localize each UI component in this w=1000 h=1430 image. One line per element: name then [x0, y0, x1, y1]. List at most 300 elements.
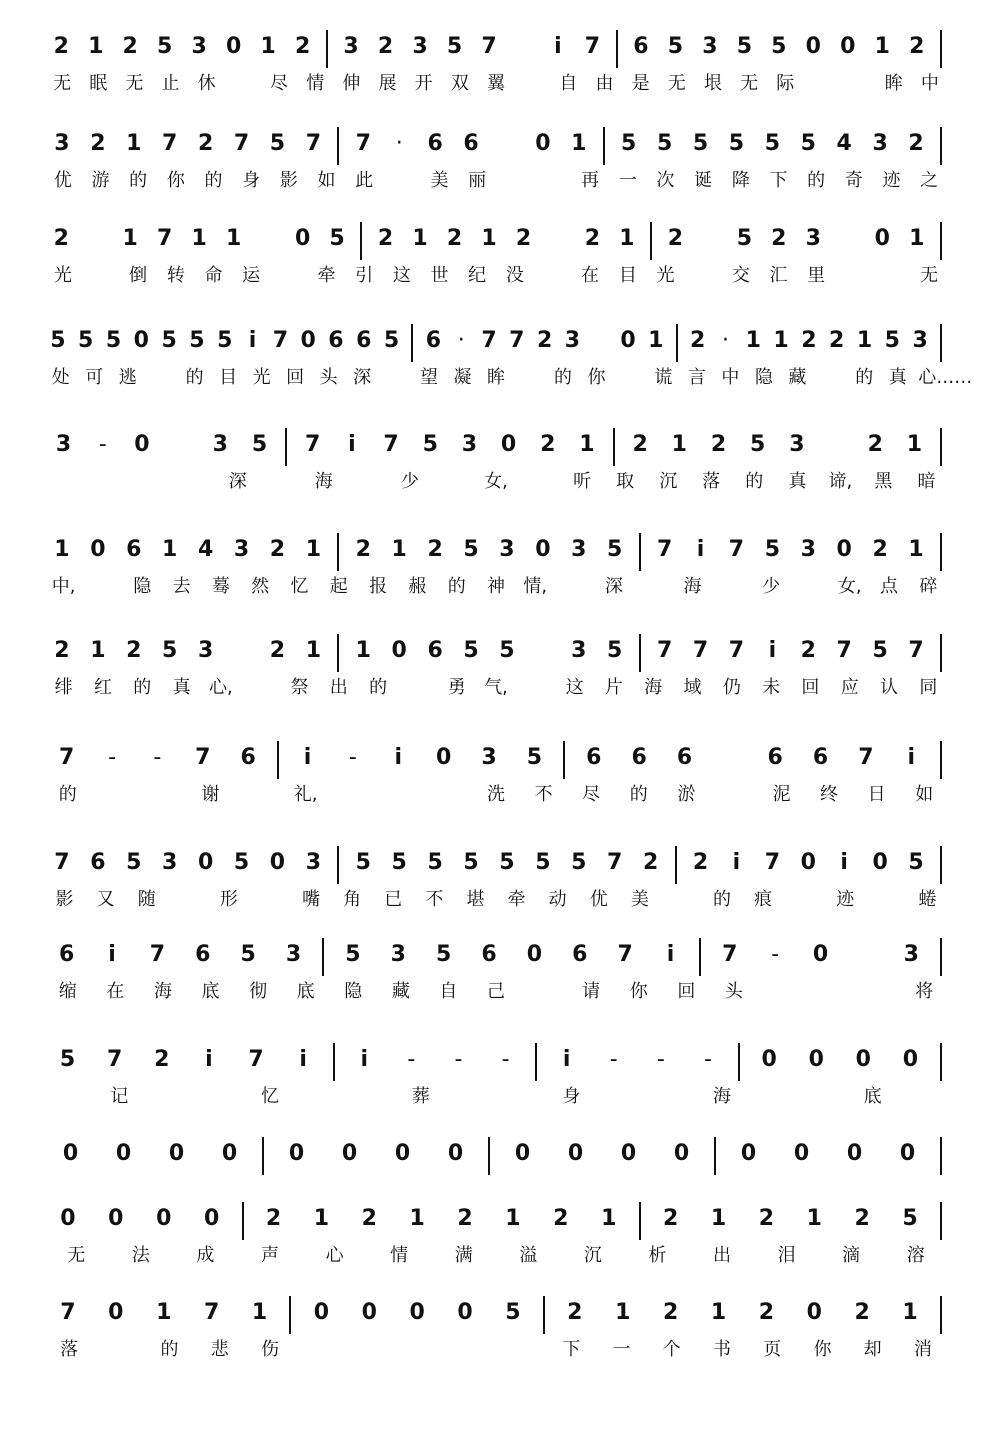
lyric-syllable: 谢 [201, 784, 220, 805]
note-digit: 2 [553, 1206, 569, 1231]
lyric-syllable: 无 [920, 265, 939, 286]
lyric-syllable: 洗 [487, 784, 505, 805]
note-digit: 6 [126, 537, 142, 562]
note-digit: 0 [409, 1300, 425, 1325]
note-digit: 2 [53, 226, 69, 251]
lyric-syllable: 中, [51, 576, 76, 597]
note-digit: 7 [617, 942, 633, 967]
note-digit: 5 [526, 745, 543, 770]
note-digit: 2 [54, 638, 70, 663]
lyric-syllable: 心 [325, 1245, 344, 1266]
barline [940, 634, 942, 672]
note-digit: 5 [157, 34, 173, 59]
lyric-syllable: 这 [392, 265, 411, 286]
note-digit: 2 [126, 638, 142, 663]
note-digit: 2 [269, 537, 286, 562]
note-digit: 5 [50, 328, 66, 353]
lyric-syllable: 休 [197, 73, 216, 94]
barline [337, 533, 339, 571]
note-digit: 5 [463, 850, 479, 875]
lyric-syllable: 落 [60, 1339, 79, 1360]
lyric-syllable: 凝 [453, 367, 472, 388]
lyric-row-11 [0, 1085, 1000, 1115]
lyric-syllable: 起 [329, 576, 348, 597]
lyric-syllable: 转 [166, 265, 185, 286]
note-digit: 6 [631, 745, 647, 770]
note-digit: 5 [427, 850, 443, 875]
note-digit: 5 [345, 942, 361, 967]
lyric-syllable: 女, [837, 576, 862, 597]
lyric-syllable: 深 [353, 367, 372, 388]
barline [940, 741, 942, 779]
note-digit: 0 [313, 1300, 330, 1325]
lyric-syllable: 世 [430, 265, 449, 286]
note-digit: 5 [872, 638, 888, 663]
note-digit: 3 [481, 745, 497, 770]
note-digit: 0 [567, 1141, 584, 1166]
lyric-syllable: 在 [106, 981, 125, 1002]
barline [262, 1137, 264, 1175]
note-digit: 7 [481, 34, 497, 59]
note-digit: 7 [607, 850, 623, 875]
lyric-syllable: 记 [110, 1086, 129, 1107]
note-digit: 1 [909, 226, 925, 251]
note-digit: 6 [427, 131, 443, 156]
lyric-syllable: 如 [317, 170, 336, 191]
note-digit: 0 [203, 1206, 220, 1231]
lyric-syllable: 眸 [487, 367, 505, 388]
lyric-syllable: 牵 [317, 265, 336, 286]
lyric-syllable: 的 [447, 576, 466, 597]
note-digit: 1 [579, 432, 595, 457]
lyric-syllable: 沉 [659, 471, 678, 492]
lyric-syllable: 没 [505, 265, 524, 286]
note-digit: 5 [607, 638, 623, 663]
lyric-syllable: 己 [487, 981, 505, 1002]
lyric-syllable: 溢 [519, 1245, 538, 1266]
lyric-syllable: 优 [53, 170, 72, 191]
note-digit: 0 [761, 1047, 777, 1072]
note-digit: 7 [728, 537, 745, 562]
lyric-syllable: 赧 [408, 576, 427, 597]
note-digit: 0 [740, 1141, 757, 1166]
note-digit: 1 [355, 638, 371, 663]
note-digit: i [768, 638, 777, 663]
barline [675, 846, 677, 884]
barline [563, 741, 565, 779]
lyric-syllable: 真 [172, 677, 191, 698]
note-digit: 6 [425, 328, 442, 353]
barline [242, 1202, 244, 1240]
note-digit: 0 [133, 328, 149, 353]
score-system-7 [0, 634, 1000, 714]
note-digit: 5 [750, 432, 766, 457]
lyric-syllable: 嘴 [302, 889, 321, 910]
note-digit: 2 [908, 131, 924, 156]
note-digit: 1 [710, 1300, 727, 1325]
lyric-syllable: 的 [160, 1339, 179, 1360]
note-digit: 1 [745, 328, 761, 353]
note-digit: 7 [836, 638, 852, 663]
note-digit: 0 [134, 432, 150, 457]
note-digit: 1 [615, 1300, 631, 1325]
lyric-syllable: 少 [762, 576, 781, 597]
lyric-syllable: 处 [51, 367, 70, 388]
lyric-syllable: 的 [204, 170, 223, 191]
score-system-2 [0, 127, 1000, 207]
note-digit: i [303, 745, 312, 770]
note-row-12 [0, 1137, 1000, 1177]
note-digit: 5 [571, 850, 587, 875]
lyric-syllable: 形 [219, 889, 238, 910]
note-digit: 0 [394, 1141, 411, 1166]
lyric-syllable: 泥 [772, 784, 791, 805]
lyric-syllable: 望 [420, 367, 439, 388]
note-digit: 2 [872, 537, 888, 562]
note-digit: 7 [764, 850, 781, 875]
note-digit: 5 [728, 131, 745, 156]
lyric-syllable: 的 [369, 677, 388, 698]
lyric-syllable: 海 [314, 471, 333, 492]
note-digit: 7 [584, 34, 601, 59]
lyric-syllable: 伤 [261, 1339, 279, 1360]
note-digit: i [732, 850, 741, 875]
note-digit: 1 [908, 537, 924, 562]
barline [699, 938, 701, 976]
note-digit: 3 [800, 537, 816, 562]
note-digit: 7 [107, 1047, 123, 1072]
note-digit: 5 [189, 328, 205, 353]
note-digit: 1 [191, 226, 207, 251]
lyric-syllable: 同 [919, 677, 938, 698]
note-digit: 3 [912, 328, 928, 353]
lyric-syllable: 中 [920, 73, 939, 94]
lyric-syllable: 然 [251, 576, 270, 597]
lyric-syllable: 眸 [884, 73, 903, 94]
lyric-syllable: 神 [487, 576, 505, 597]
note-digit: 5 [656, 131, 673, 156]
lyric-syllable: 游 [91, 170, 110, 191]
note-digit: 6 [463, 131, 479, 156]
lyric-row-3 [0, 264, 1000, 294]
note-digit: 2 [355, 537, 371, 562]
note-digit: 0 [800, 850, 816, 875]
note-digit: 2 [801, 328, 817, 353]
lyric-syllable: 日 [867, 784, 886, 805]
lyric-syllable: 迹 [836, 889, 855, 910]
lyric-syllable: 少 [400, 471, 419, 492]
lyric-syllable: 海 [153, 981, 172, 1002]
lyric-syllable: 回 [677, 981, 696, 1002]
barline [940, 222, 942, 260]
lyric-syllable: 不 [534, 784, 553, 805]
lyric-syllable: 由 [595, 73, 614, 94]
note-digit: 0 [500, 432, 517, 457]
note-digit: 2 [377, 34, 394, 59]
note-digit: 5 [463, 638, 479, 663]
lyric-syllable: 际 [776, 73, 795, 94]
dot-mark: · [395, 131, 403, 156]
lyric-syllable: 未 [762, 677, 781, 698]
note-digit: 5 [908, 850, 924, 875]
note-digit: 1 [162, 537, 178, 562]
note-digit: 0 [902, 1047, 919, 1072]
note-digit: i [108, 942, 116, 967]
lyric-syllable: 勇 [447, 677, 466, 698]
note-digit: 6 [481, 942, 497, 967]
note-digit: 5 [692, 131, 709, 156]
note-digit: 3 [54, 131, 70, 156]
lyric-syllable: 的 [629, 784, 648, 805]
note-digit: 1 [88, 34, 104, 59]
note-digit: 3 [55, 432, 72, 457]
lyric-syllable: 的 [855, 367, 874, 388]
lyric-syllable: 终 [820, 784, 839, 805]
barline [940, 846, 942, 884]
lyric-syllable: 是 [631, 73, 650, 94]
note-digit: 0 [60, 1206, 76, 1231]
lyric-syllable: 美 [630, 889, 649, 910]
barline [289, 1296, 291, 1334]
note-digit: 5 [621, 131, 637, 156]
note-digit: 5 [59, 1047, 76, 1072]
note-digit: 2 [427, 537, 443, 562]
lyric-syllable: 迹 [882, 170, 901, 191]
extension-dash: - [501, 1047, 510, 1072]
note-digit: 6 [633, 34, 649, 59]
note-row-2 [0, 127, 1000, 167]
note-digit: 2 [584, 226, 601, 251]
note-digit: 2 [265, 1206, 282, 1231]
lyric-syllable: 蓦 [211, 576, 230, 597]
note-digit: 1 [773, 328, 789, 353]
lyric-syllable: 出 [713, 1245, 731, 1266]
note-digit: i [299, 1047, 307, 1072]
note-digit: 7 [162, 131, 178, 156]
extension-dash: - [98, 432, 107, 457]
note-digit: 2 [689, 328, 706, 353]
lyric-syllable: 展 [378, 73, 397, 94]
note-digit: 2 [361, 1206, 377, 1231]
note-digit: 2 [632, 432, 648, 457]
note-digit: 3 [343, 34, 359, 59]
note-digit: 6 [59, 942, 75, 967]
note-digit: 1 [305, 638, 322, 663]
note-row-11 [0, 1043, 1000, 1083]
extension-dash: - [153, 745, 162, 770]
note-digit: 2 [662, 1206, 679, 1231]
note-digit: 2 [758, 1206, 775, 1231]
lyric-syllable: 成 [196, 1245, 215, 1266]
note-digit: 2 [854, 1300, 870, 1325]
note-digit: 5 [505, 1300, 521, 1325]
note-digit: 6 [90, 850, 106, 875]
note-digit: 3 [233, 537, 250, 562]
lyric-syllable: 的 [129, 170, 148, 191]
note-digit: 7 [305, 432, 321, 457]
note-digit: 1 [225, 226, 242, 251]
lyric-syllable: 溶 [906, 1245, 925, 1266]
extension-dash: - [771, 942, 780, 967]
lyric-syllable: 真 [788, 471, 807, 492]
note-digit: 7 [908, 638, 924, 663]
lyric-syllable: 优 [589, 889, 608, 910]
score-system-13 [0, 1202, 1000, 1282]
lyric-syllable: 影 [279, 170, 298, 191]
note-digit: 3 [499, 537, 515, 562]
note-digit: 5 [884, 328, 900, 353]
lyric-syllable: 滴 [842, 1245, 861, 1266]
barline [940, 1296, 942, 1334]
note-digit: 5 [902, 1206, 918, 1231]
lyric-syllable: 你 [587, 367, 606, 388]
note-digit: 7 [233, 131, 250, 156]
note-digit: 2 [800, 638, 816, 663]
lyric-syllable: 尽 [582, 784, 601, 805]
lyric-syllable: 片 [604, 677, 623, 698]
barline [940, 30, 942, 68]
lyric-syllable: 逃 [118, 367, 137, 388]
note-digit: 3 [162, 850, 178, 875]
lyric-syllable: 尽 [270, 73, 289, 94]
score-system-10 [0, 938, 1000, 1018]
note-digit: 5 [499, 850, 515, 875]
note-row-9 [0, 846, 1000, 886]
note-digit: 2 [515, 226, 532, 251]
lyric-syllable: 不 [425, 889, 444, 910]
note-digit: i [205, 1047, 213, 1072]
barline [940, 324, 942, 362]
note-digit: 2 [642, 850, 659, 875]
note-digit: 1 [571, 131, 587, 156]
barline [639, 533, 641, 571]
lyric-syllable: 气, [484, 677, 508, 698]
barline [613, 428, 615, 466]
lyric-syllable: 应 [840, 677, 859, 698]
lyric-syllable: 蜷 [918, 889, 937, 910]
note-digit: i [840, 850, 848, 875]
lyric-syllable: 消 [913, 1339, 932, 1360]
note-digit: 5 [329, 226, 345, 251]
note-digit: 2 [53, 34, 69, 59]
note-digit: 3 [789, 432, 805, 457]
note-digit: 5 [217, 328, 233, 353]
lyric-syllable: 无 [67, 1245, 86, 1266]
note-digit: 3 [390, 942, 406, 967]
lyric-syllable: 你 [166, 170, 185, 191]
lyric-row-4 [0, 366, 1000, 396]
note-digit: 5 [764, 131, 781, 156]
note-digit: 6 [572, 942, 588, 967]
lyric-syllable: 已 [384, 889, 403, 910]
lyric-syllable: 隐 [133, 576, 152, 597]
note-digit: 0 [90, 537, 106, 562]
note-digit: 1 [251, 1300, 268, 1325]
lyric-syllable: 碎 [919, 576, 938, 597]
barline [940, 533, 942, 571]
note-digit: 0 [300, 328, 316, 353]
lyric-syllable: 降 [731, 170, 750, 191]
note-digit: 0 [269, 850, 286, 875]
lyric-syllable: 的 [713, 889, 731, 910]
lyric-syllable: 的 [553, 367, 572, 388]
note-digit: 6 [676, 745, 693, 770]
note-digit: 0 [457, 1300, 473, 1325]
note-digit: i [696, 537, 705, 562]
barline [650, 222, 652, 260]
note-digit: 0 [62, 1141, 79, 1166]
note-digit: 0 [225, 34, 242, 59]
lyric-syllable: 无 [53, 73, 72, 94]
note-digit: 2 [122, 34, 138, 59]
lyric-syllable: 的 [58, 784, 77, 805]
note-digit: 0 [673, 1141, 690, 1166]
lyric-row-10 [0, 980, 1000, 1010]
note-digit: i [562, 1047, 571, 1072]
lyric-syllable: 的 [185, 367, 204, 388]
lyric-syllable: 下 [562, 1339, 581, 1360]
lyric-syllable: 法 [131, 1245, 150, 1266]
lyric-syllable: 光 [252, 367, 271, 388]
note-digit: 0 [846, 1141, 863, 1166]
score-system-3 [0, 222, 1000, 302]
note-digit: 2 [771, 226, 787, 251]
lyric-row-13 [0, 1244, 1000, 1274]
note-digit: 2 [536, 328, 553, 353]
note-digit: 1 [409, 1206, 425, 1231]
lyric-syllable: 开 [414, 73, 433, 94]
note-digit: i [907, 745, 916, 770]
lyric-syllable: 止 [161, 73, 180, 94]
lyric-syllable: 谎 [654, 367, 673, 388]
score-system-5 [0, 428, 1000, 508]
lyric-syllable: 取 [616, 471, 635, 492]
barline [360, 222, 362, 260]
lyric-syllable: 之 [920, 170, 939, 191]
lyric-syllable: 角 [343, 889, 362, 910]
note-digit: 1 [856, 328, 873, 353]
barline [326, 30, 328, 68]
note-row-7 [0, 634, 1000, 674]
lyric-syllable: 伸 [342, 73, 361, 94]
lyric-syllable: 忆 [290, 576, 309, 597]
lyric-syllable: 情, [523, 576, 548, 597]
lyric-syllable: 随 [137, 889, 156, 910]
lyric-syllable: 析 [648, 1245, 667, 1266]
lyric-syllable: 黑 [874, 471, 893, 492]
note-digit: i [360, 1047, 368, 1072]
note-digit: 3 [702, 34, 718, 59]
note-digit: 6 [812, 745, 829, 770]
note-digit: 1 [601, 1206, 617, 1231]
note-digit: 5 [771, 34, 787, 59]
note-digit: 0 [288, 1141, 305, 1166]
note-row-10 [0, 938, 1000, 978]
lyric-syllable: 缩 [58, 981, 77, 1002]
note-digit: 2 [457, 1206, 473, 1231]
barline [616, 30, 618, 68]
lyric-syllable: 动 [548, 889, 567, 910]
note-digit: 0 [168, 1141, 185, 1166]
barline [738, 1043, 740, 1081]
barline [337, 127, 339, 165]
note-digit: i [394, 745, 403, 770]
lyric-syllable: 心…… [918, 367, 973, 388]
lyric-row-9 [0, 888, 1000, 918]
lyric-syllable: 暗 [917, 471, 936, 492]
note-digit: 2 [377, 226, 394, 251]
lyric-syllable: 认 [880, 677, 899, 698]
